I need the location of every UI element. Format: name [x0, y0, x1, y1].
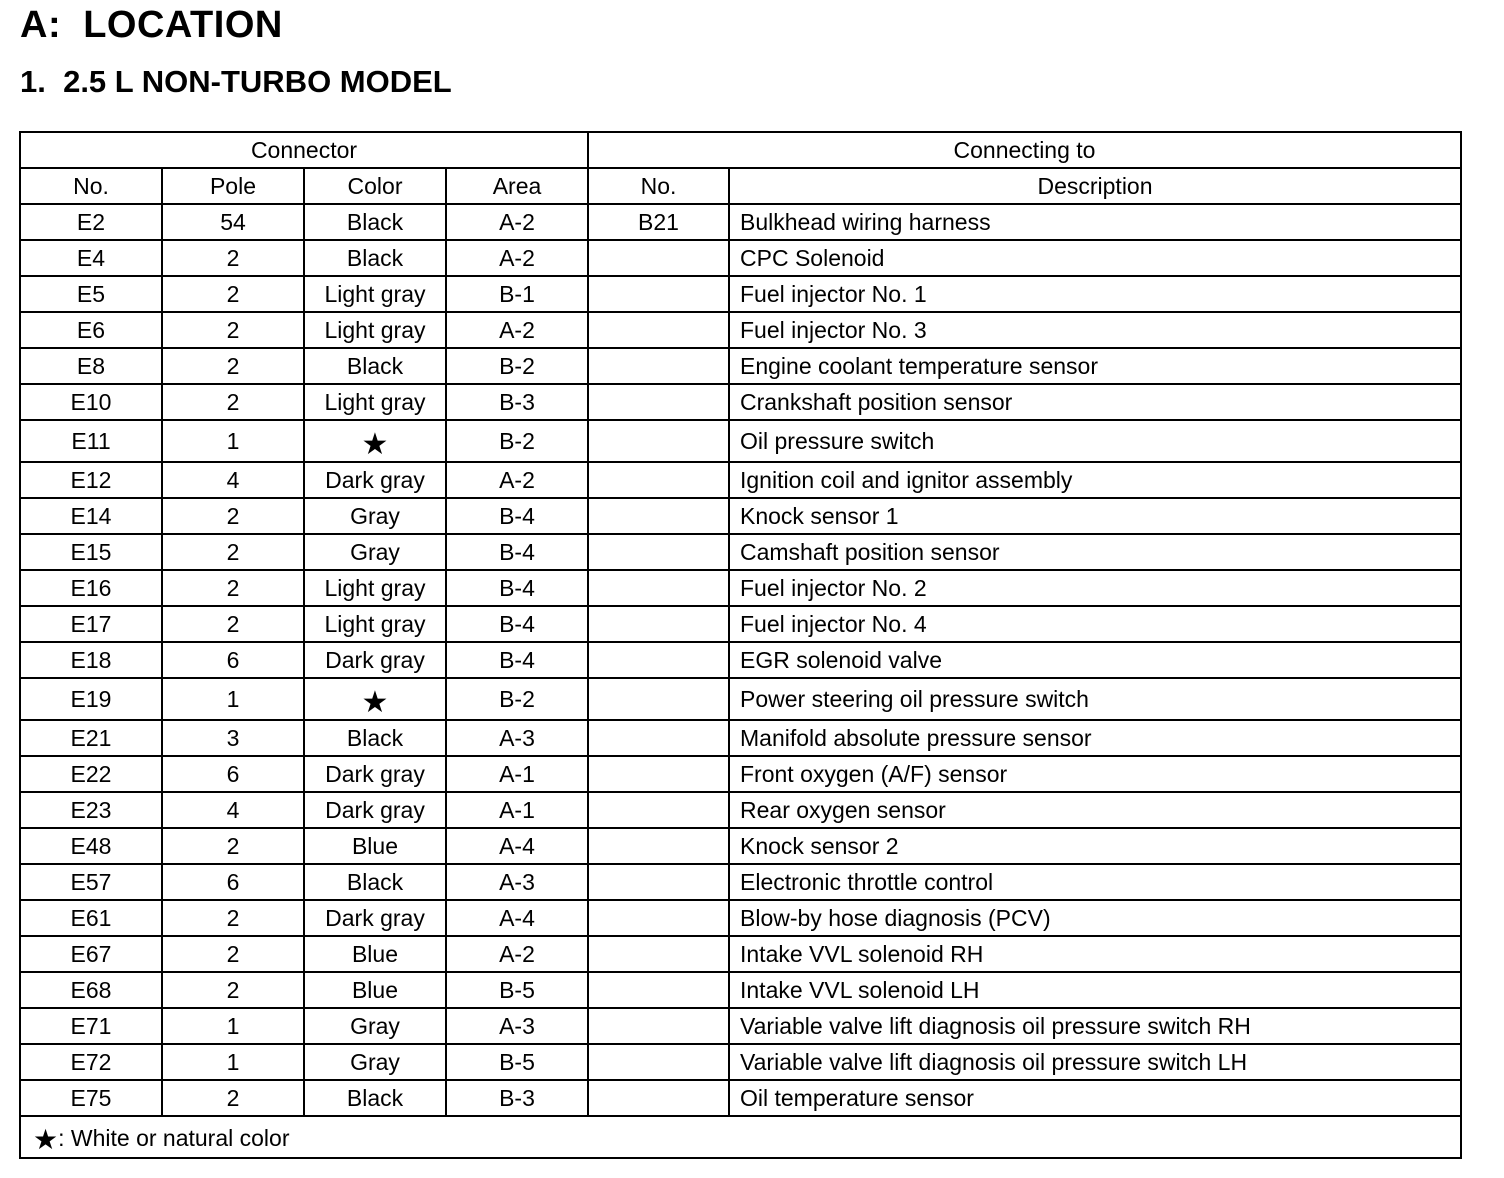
- cell-color: Light gray: [304, 384, 446, 420]
- cell-description: Manifold absolute pressure sensor: [729, 720, 1461, 756]
- cell-color: [304, 678, 446, 720]
- cell-description: Crankshaft position sensor: [729, 384, 1461, 420]
- cell-no: E67: [20, 936, 162, 972]
- table-row: [20, 972, 1461, 1008]
- table-row: [20, 864, 1461, 900]
- footnote-row: [20, 1116, 1461, 1158]
- cell-area: B-4: [446, 642, 588, 678]
- cell-pole: 54: [162, 204, 304, 240]
- cell-color: Black: [304, 240, 446, 276]
- cell-color: [304, 420, 446, 462]
- cell-pole: 1: [162, 1044, 304, 1080]
- cell-to-no: [588, 312, 729, 348]
- cell-to-no: [588, 498, 729, 534]
- cell-description: Camshaft position sensor: [729, 534, 1461, 570]
- table-row: [20, 240, 1461, 276]
- cell-no: E19: [20, 678, 162, 720]
- cell-area: A-2: [446, 312, 588, 348]
- cell-description: Intake VVL solenoid RH: [729, 936, 1461, 972]
- cell-to-no: [588, 462, 729, 498]
- cell-no: E72: [20, 1044, 162, 1080]
- cell-pole: 2: [162, 1080, 304, 1116]
- cell-description: Blow-by hose diagnosis (PCV): [729, 900, 1461, 936]
- cell-description: Intake VVL solenoid LH: [729, 972, 1461, 1008]
- cell-pole: 2: [162, 606, 304, 642]
- table-row: [20, 1044, 1461, 1080]
- cell-pole: 2: [162, 534, 304, 570]
- table-row: [20, 204, 1461, 240]
- cell-pole: 2: [162, 240, 304, 276]
- cell-area: A-3: [446, 720, 588, 756]
- cell-color: Blue: [304, 828, 446, 864]
- col-header-to-no: No.: [588, 168, 729, 204]
- col-header-description: Description: [729, 168, 1461, 204]
- cell-color: Dark gray: [304, 900, 446, 936]
- cell-no: E18: [20, 642, 162, 678]
- cell-no: E21: [20, 720, 162, 756]
- cell-to-no: [588, 642, 729, 678]
- cell-area: B-4: [446, 606, 588, 642]
- cell-area: A-1: [446, 756, 588, 792]
- cell-description: Variable valve lift diagnosis oil pressure switch RH: [729, 1008, 1461, 1044]
- star-icon: ★: [361, 428, 389, 461]
- cell-description: Variable valve lift diagnosis oil pressure switch LH: [729, 1044, 1461, 1080]
- cell-no: E10: [20, 384, 162, 420]
- cell-to-no: B21: [588, 204, 729, 240]
- cell-pole: 2: [162, 348, 304, 384]
- cell-no: E75: [20, 1080, 162, 1116]
- cell-area: B-5: [446, 972, 588, 1008]
- cell-pole: 6: [162, 756, 304, 792]
- table-row: [20, 462, 1461, 498]
- footnote: [20, 1116, 1461, 1158]
- cell-color: Light gray: [304, 312, 446, 348]
- cell-pole: 1: [162, 678, 304, 720]
- cell-area: B-2: [446, 348, 588, 384]
- cell-pole: 2: [162, 312, 304, 348]
- col-header-area: Area: [446, 168, 588, 204]
- table-row: [20, 936, 1461, 972]
- cell-to-no: [588, 384, 729, 420]
- cell-to-no: [588, 606, 729, 642]
- cell-color: Dark gray: [304, 792, 446, 828]
- cell-no: E2: [20, 204, 162, 240]
- cell-pole: 2: [162, 276, 304, 312]
- cell-color: Gray: [304, 1008, 446, 1044]
- cell-to-no: [588, 678, 729, 720]
- cell-color: Light gray: [304, 570, 446, 606]
- col-header-no: No.: [20, 168, 162, 204]
- cell-area: B-4: [446, 534, 588, 570]
- cell-description: EGR solenoid valve: [729, 642, 1461, 678]
- cell-description: Knock sensor 2: [729, 828, 1461, 864]
- cell-area: A-3: [446, 1008, 588, 1044]
- table-row: [20, 756, 1461, 792]
- group-header-row: [20, 132, 1461, 168]
- cell-to-no: [588, 720, 729, 756]
- cell-to-no: [588, 348, 729, 384]
- cell-area: A-3: [446, 864, 588, 900]
- connecting-to-group-header: Connecting to: [588, 132, 1461, 168]
- cell-to-no: [588, 828, 729, 864]
- cell-area: B-2: [446, 420, 588, 462]
- cell-pole: 2: [162, 936, 304, 972]
- cell-no: E8: [20, 348, 162, 384]
- cell-pole: 1: [162, 1008, 304, 1044]
- table-row: [20, 900, 1461, 936]
- cell-area: A-4: [446, 828, 588, 864]
- cell-pole: 2: [162, 570, 304, 606]
- cell-color: Dark gray: [304, 756, 446, 792]
- cell-no: E14: [20, 498, 162, 534]
- cell-description: Fuel injector No. 1: [729, 276, 1461, 312]
- cell-no: E4: [20, 240, 162, 276]
- column-header-row: [20, 168, 1461, 204]
- cell-pole: 4: [162, 792, 304, 828]
- connector-group-header: Connector: [20, 132, 588, 168]
- cell-to-no: [588, 1044, 729, 1080]
- cell-pole: 2: [162, 384, 304, 420]
- cell-description: Oil temperature sensor: [729, 1080, 1461, 1116]
- table-row: [20, 606, 1461, 642]
- cell-no: E22: [20, 756, 162, 792]
- cell-no: E57: [20, 864, 162, 900]
- cell-description: Bulkhead wiring harness: [729, 204, 1461, 240]
- table-row: [20, 420, 1461, 462]
- table-body: [20, 204, 1461, 1116]
- cell-color: Gray: [304, 534, 446, 570]
- cell-color: Black: [304, 348, 446, 384]
- table-row: [20, 792, 1461, 828]
- cell-description: Fuel injector No. 2: [729, 570, 1461, 606]
- cell-to-no: [588, 972, 729, 1008]
- cell-area: A-2: [446, 240, 588, 276]
- cell-area: A-1: [446, 792, 588, 828]
- cell-description: CPC Solenoid: [729, 240, 1461, 276]
- footnote-text: : White or natural color: [58, 1124, 290, 1151]
- cell-no: E68: [20, 972, 162, 1008]
- table-row: [20, 1080, 1461, 1116]
- table-row: [20, 384, 1461, 420]
- cell-to-no: [588, 900, 729, 936]
- cell-no: E5: [20, 276, 162, 312]
- cell-to-no: [588, 240, 729, 276]
- table-row: [20, 1008, 1461, 1044]
- cell-pole: 3: [162, 720, 304, 756]
- cell-to-no: [588, 276, 729, 312]
- cell-color: Black: [304, 1080, 446, 1116]
- cell-color: Dark gray: [304, 462, 446, 498]
- cell-pole: 2: [162, 828, 304, 864]
- cell-pole: 1: [162, 420, 304, 462]
- cell-pole: 2: [162, 900, 304, 936]
- section-title: 1. 2.5 L NON-TURBO MODEL: [20, 64, 452, 99]
- cell-area: A-2: [446, 936, 588, 972]
- table-row: [20, 678, 1461, 720]
- cell-color: Gray: [304, 498, 446, 534]
- cell-to-no: [588, 570, 729, 606]
- table-row: [20, 534, 1461, 570]
- cell-pole: 2: [162, 498, 304, 534]
- cell-description: Knock sensor 1: [729, 498, 1461, 534]
- table-row: [20, 348, 1461, 384]
- cell-no: E16: [20, 570, 162, 606]
- cell-area: A-4: [446, 900, 588, 936]
- cell-area: B-3: [446, 1080, 588, 1116]
- cell-color: Blue: [304, 972, 446, 1008]
- cell-area: B-3: [446, 384, 588, 420]
- cell-no: E48: [20, 828, 162, 864]
- cell-no: E15: [20, 534, 162, 570]
- page-title: A: LOCATION: [20, 4, 283, 46]
- cell-pole: 2: [162, 972, 304, 1008]
- star-icon: ★: [361, 686, 389, 719]
- cell-color: Gray: [304, 1044, 446, 1080]
- cell-to-no: [588, 420, 729, 462]
- cell-description: Ignition coil and ignitor assembly: [729, 462, 1461, 498]
- cell-pole: 4: [162, 462, 304, 498]
- cell-to-no: [588, 864, 729, 900]
- cell-description: Oil pressure switch: [729, 420, 1461, 462]
- cell-pole: 6: [162, 864, 304, 900]
- cell-area: A-2: [446, 462, 588, 498]
- cell-color: Blue: [304, 936, 446, 972]
- star-icon: ★: [33, 1123, 59, 1155]
- table-row: [20, 312, 1461, 348]
- cell-description: Engine coolant temperature sensor: [729, 348, 1461, 384]
- cell-area: B-2: [446, 678, 588, 720]
- cell-color: Light gray: [304, 606, 446, 642]
- cell-no: E11: [20, 420, 162, 462]
- cell-description: Front oxygen (A/F) sensor: [729, 756, 1461, 792]
- table-row: [20, 642, 1461, 678]
- cell-color: Dark gray: [304, 642, 446, 678]
- cell-description: Rear oxygen sensor: [729, 792, 1461, 828]
- col-header-pole: Pole: [162, 168, 304, 204]
- cell-description: Fuel injector No. 3: [729, 312, 1461, 348]
- cell-to-no: [588, 1080, 729, 1116]
- cell-no: E6: [20, 312, 162, 348]
- cell-area: B-5: [446, 1044, 588, 1080]
- connector-table: [19, 131, 1462, 1159]
- cell-to-no: [588, 1008, 729, 1044]
- table-row: [20, 276, 1461, 312]
- cell-area: B-4: [446, 498, 588, 534]
- cell-description: Fuel injector No. 4: [729, 606, 1461, 642]
- cell-area: B-1: [446, 276, 588, 312]
- cell-color: Light gray: [304, 276, 446, 312]
- cell-to-no: [588, 792, 729, 828]
- cell-color: Black: [304, 864, 446, 900]
- cell-color: Black: [304, 720, 446, 756]
- cell-to-no: [588, 534, 729, 570]
- cell-description: Power steering oil pressure switch: [729, 678, 1461, 720]
- cell-no: E61: [20, 900, 162, 936]
- cell-no: E17: [20, 606, 162, 642]
- cell-area: B-4: [446, 570, 588, 606]
- table-row: [20, 720, 1461, 756]
- cell-to-no: [588, 756, 729, 792]
- cell-no: E12: [20, 462, 162, 498]
- cell-color: Black: [304, 204, 446, 240]
- cell-to-no: [588, 936, 729, 972]
- table-row: [20, 498, 1461, 534]
- cell-no: E71: [20, 1008, 162, 1044]
- col-header-color: Color: [304, 168, 446, 204]
- table-row: [20, 828, 1461, 864]
- cell-area: A-2: [446, 204, 588, 240]
- table-row: [20, 570, 1461, 606]
- cell-pole: 6: [162, 642, 304, 678]
- cell-description: Electronic throttle control: [729, 864, 1461, 900]
- cell-no: E23: [20, 792, 162, 828]
